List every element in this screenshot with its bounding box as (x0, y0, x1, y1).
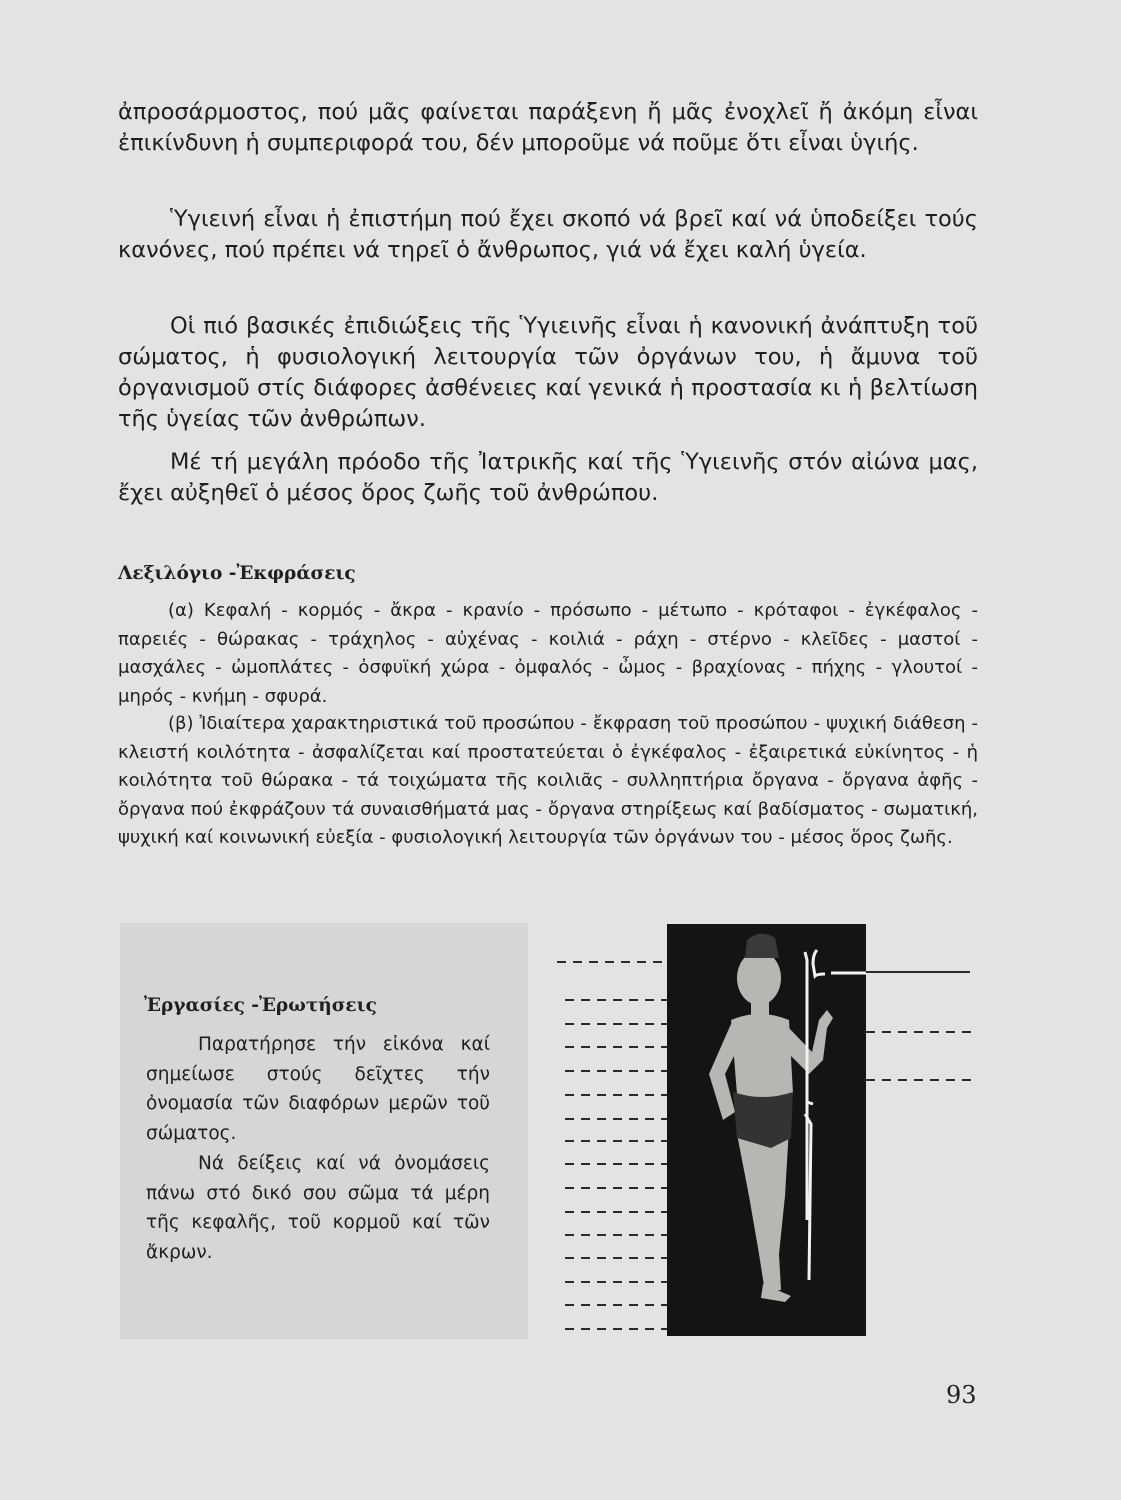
body-paragraph-3: Οἱ πιό βασικές ἐπιδιώξεις τῆς Ὑγιεινῆς εἶναι ἡ κανονική ἀνάπτυξη τοῦ σώματος, ἡ φυσιολογική λειτουργία τῶν ὀργάνων του, ἡ ἄμυνα τοῦ ὀργανισμοῦ στίς διάφορες ἀσθένειες καί γενικά ἡ προστασία κι ἡ βελτίωση τῆς ὑγείας τῶν ἀνθρώπων. (118, 313, 978, 432)
exercise-2: Νά δείξεις καί νά ὀνομάσεις πάνω στό δικό σου σῶμα τά μέρη τῆς κεφαλῆς, τοῦ κορμοῦ καί τῶν ἄκρων. (146, 1153, 490, 1263)
vocabulary-list-a: (α) Κεφαλή - κορμός - ἄκρα - κρανίο - πρόσωπο - μέτωπο - κρόταφοι - ἐγκέφαλος - παρειές - θώρακας - τράχηλος - αὐχένας - κοιλιά - ράχη - στέρνο - κλεῖδες - μαστοί - μασχάλες - ὠμοπλάτες - ὀσφυϊκή χώρα - ὀμφαλός - ὦμος - βραχίονας - πήχης - γλουτοί - μηρός - κνήμη - σφυρά. (118, 600, 978, 707)
exercise-1: Παρατήρησε τήν εἰκόνα καί σημείωσε στούς δεῖχτες τήν ὀνομασία τῶν διαφόρων μερῶν τοῦ σώματος. (146, 1034, 490, 1144)
boy-figure (667, 924, 866, 1336)
vocabulary-list-b: (β) Ἰδιαίτερα χαρακτηριστικά τοῦ προσώπου - ἔκφραση τοῦ προσώπου - ψυχική διάθεση - κλειστή κοιλότητα - ἀσφαλίζεται καί προστατεύεται ὁ ἐγκέφαλος - ἐξαιρετικά εὐκίνητος - ἡ κοιλότητα τοῦ θώρακα - τά τοιχώματα τῆς κοιλιᾶς - συλληπτήρια ὄργανα - ὄργανα ἁφῆς - ὄργανα πού ἐκφράζουν τά συναισθήματά μας - ὄργανα στηρίξεως καί βαδίσματος - σωματική, ψυχική καί κοινωνική εὐεξία - φυσιολογική λειτουργία τῶν ὀργάνων του - μέσος ὅρος ζωῆς. (118, 713, 978, 848)
boy-body-photo (667, 924, 866, 1336)
exercises-heading: Ἐργασίες -Ἐρωτήσεις (144, 995, 377, 1016)
vocabulary-heading: Λεξιλόγιο -Ἐκφράσεις (118, 563, 356, 584)
body-paragraph-4: Μέ τή μεγάλη πρόοδο τῆς Ἰατρικῆς καί τῆς Ὑγιεινῆς στόν αἰώνα μας, ἔχει αὐξηθεῖ ὁ μέσος ὅρος ζωῆς τοῦ ἀνθρώπου. (118, 449, 978, 506)
pointer-lines-right (866, 960, 976, 1090)
body-paragraph-2: Ὑγιεινή εἶναι ἡ ἐπιστήμη πού ἔχει σκοπό νά βρεῖ καί νά ὑποδείξει τούς κανόνες, πού πρέπει νά τηρεῖ ὁ ἄνθρωπος, γιά νά ἔχει καλή ὑγεία. (118, 206, 978, 263)
page-number: 93 (946, 1381, 977, 1409)
body-paragraph-1: ἀπροσάρμοστος, πού μᾶς φαίνεται παράξενη ἤ μᾶς ἐνοχλεῖ ἤ ἀκόμη εἶναι ἐπικίνδυνη ἡ συμπεριφορά του, δέν μποροῦμε νά ποῦμε ὅτι εἶναι ὑγιής. (118, 99, 978, 156)
exercises-box (120, 923, 528, 1339)
